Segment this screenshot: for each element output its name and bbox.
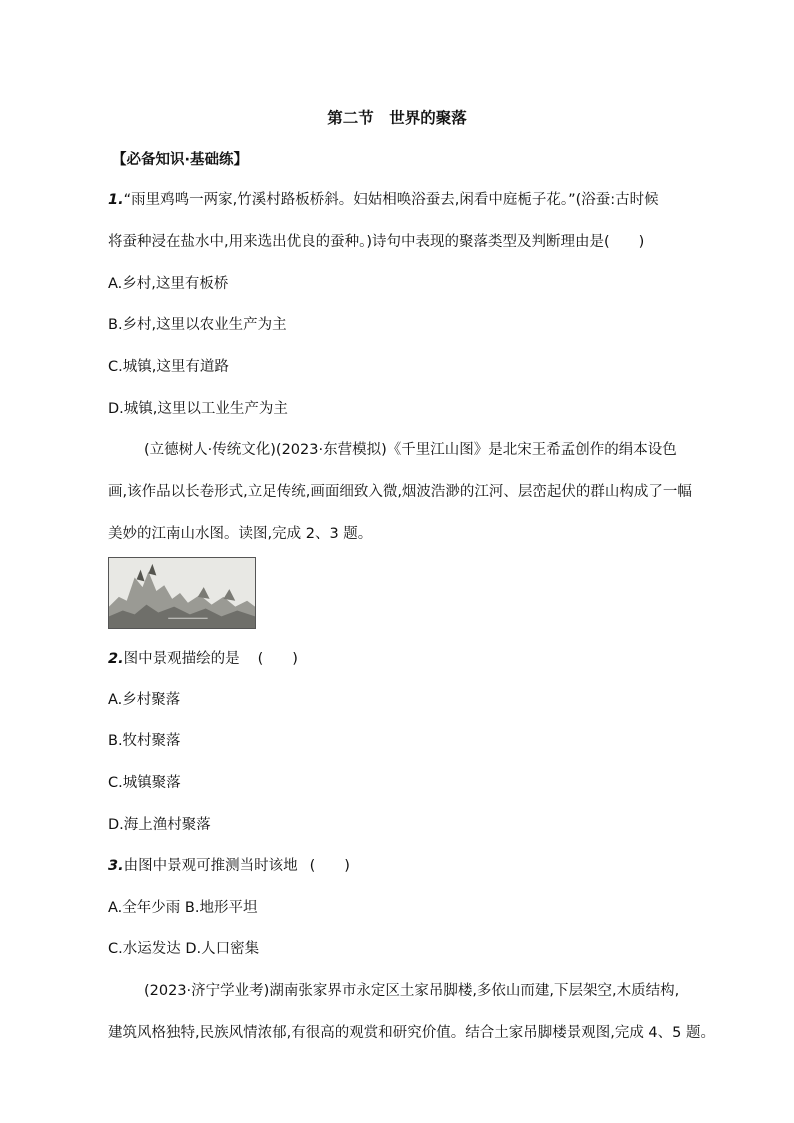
option-a: A.乡村,这里有板桥 — [108, 276, 229, 292]
question-text: 图中景观描绘的是 — [123, 651, 240, 667]
question-number: 3. — [108, 858, 124, 874]
options-row-1: A.全年少雨 B.地形平坦 — [108, 900, 258, 916]
question-1-line-1 — [108, 190, 659, 210]
passage-1-line-1: (立德树人·传统文化)(2023·东营模拟)《千里江山图》是北宋王希孟创作的绢本设色 — [144, 442, 677, 458]
option-c: C.城镇,这里有道路 — [108, 359, 229, 375]
question-text: 由图中景观可推测当时该地 — [123, 858, 298, 874]
options-row-2: C.水运发达 D.人口密集 — [108, 941, 260, 957]
answer-paren: ( ) — [604, 234, 645, 250]
question-3 — [108, 856, 350, 876]
passage-1-line-3: 美妙的江南山水图。读图,完成 2、3 题。 — [108, 526, 373, 542]
passage-2-line-1: (2023·济宁学业考)湖南张家界市永定区土家吊脚楼,多依山而建,下层架空,木质结构, — [144, 983, 680, 999]
page-title: 第二节 世界的聚落 — [327, 109, 467, 127]
option-a: A.乡村聚落 — [108, 692, 181, 708]
landscape-painting-icon — [108, 557, 256, 629]
answer-paren: ( ) — [257, 651, 298, 667]
option-b: B.牧村聚落 — [108, 733, 181, 749]
option-d: D.海上渔村聚落 — [108, 817, 211, 833]
passage-1-line-2: 画,该作品以长卷形式,立足传统,画面细致入微,烟波浩渺的江河、层峦起伏的群山构成了一幅 — [108, 484, 692, 500]
answer-paren: ( ) — [309, 858, 350, 874]
question-text: “雨里鸡鸣一两家,竹溪村路板桥斜。妇姑相唤浴蚕去,闲看中庭栀子花。”(浴蚕:古时候 — [123, 192, 659, 208]
question-2 — [108, 649, 298, 669]
section-heading: 【必备知识·基础练】 — [112, 152, 249, 168]
question-number: 2. — [108, 651, 124, 667]
question-1-line-2 — [108, 232, 644, 252]
option-c: C.城镇聚落 — [108, 775, 181, 791]
option-d: D.城镇,这里以工业生产为主 — [108, 401, 288, 417]
question-number: 1. — [108, 192, 124, 208]
passage-2-line-2: 建筑风格独特,民族风情浓郁,有很高的观赏和研究价值。结合土家吊脚楼景观图,完成 4、5 题。 — [108, 1025, 715, 1041]
question-text: 将蚕种浸在盐水中,用来选出优良的蚕种。)诗句中表现的聚落类型及判断理由是 — [108, 234, 605, 250]
option-b: B.乡村,这里以农业生产为主 — [108, 317, 287, 333]
